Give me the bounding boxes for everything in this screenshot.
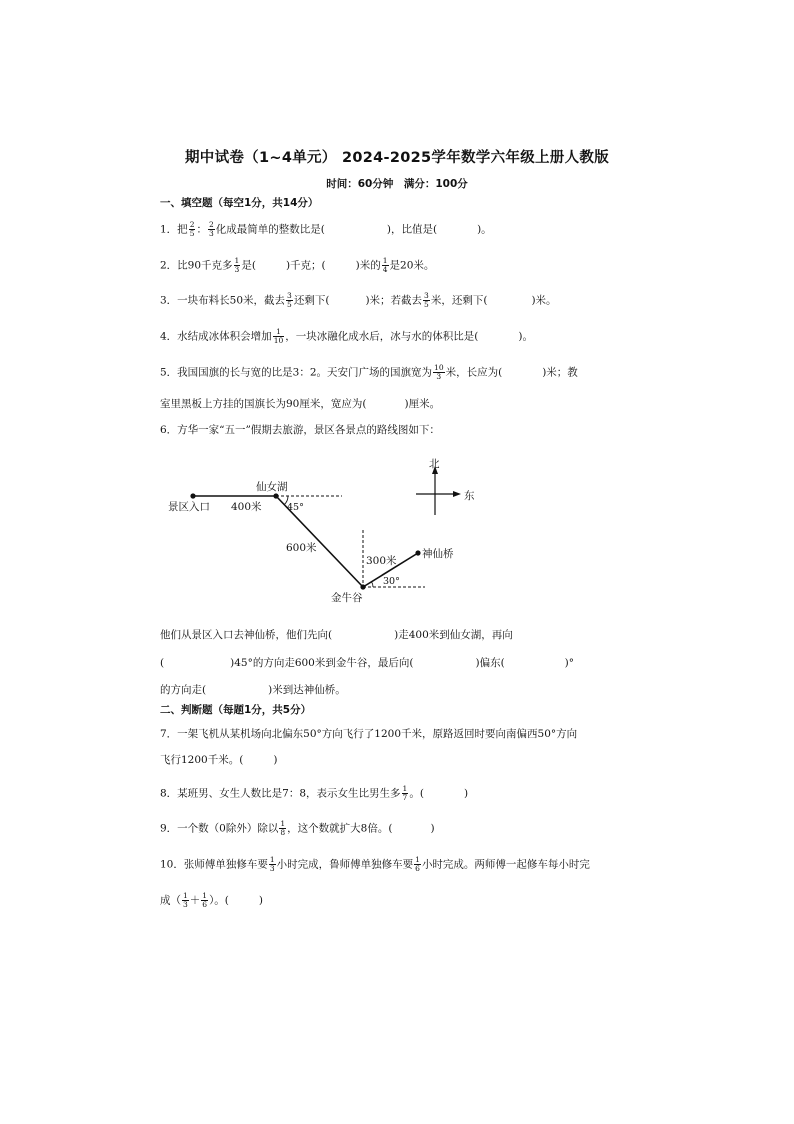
question-4: 4．水结成冰体积会增加 $\frac{1}{10}$ ，一块冰融化成水后，冰与水的体积比是( )。 — [160, 327, 533, 345]
question-5: 5．我国国旗的长与宽的比是3：2。天安门广场的国旗宽为 $\frac{10}{3}$ 米，长应为( )米；教 — [160, 363, 578, 381]
question-10-line2: 成（ $\frac{1}{3}$ ＋ $\frac{1}{6}$ ）。( ) — [160, 891, 264, 909]
fraction: $\frac{10}{3}$ — [434, 363, 444, 381]
valley-point — [360, 584, 365, 589]
distance-300: 300米 — [366, 555, 397, 567]
fraction: $\frac{1}{6}$ — [415, 855, 420, 873]
bridge-point — [415, 550, 420, 555]
angle-arc-30 — [372, 582, 374, 587]
angle-45: 45° — [287, 502, 304, 513]
question-1: 1．把 $\frac{2}{5}$ ： $\frac{2}{3}$ 化成最简单的整数比是( )，比值是( )。 — [160, 220, 492, 238]
fraction: $\frac{2}{3}$ — [208, 220, 214, 238]
exam-subtitle: 时间：60分钟 满分：100分 — [326, 178, 468, 190]
fraction: $\frac{3}{5}$ — [287, 291, 292, 309]
question-7: 7．一架飞机从某机场向北偏东50°方向飞行了1200千米，原路返回时要向南偏西50°方向 — [160, 728, 578, 740]
entrance-label: 景区入口 — [168, 501, 210, 513]
question-9: 9．一个数（0除外）除以 $\frac{1}{8}$ ，这个数就扩大8倍。( ) — [160, 819, 435, 837]
lake-point — [273, 493, 278, 498]
fraction: $\frac{1}{8}$ — [280, 819, 286, 837]
question-6-intro: 6．方华一家“五一”假期去旅游，景区各景点的路线图如下： — [160, 424, 440, 436]
fraction: $\frac{1}{3}$ — [269, 855, 275, 873]
distance-400: 400米 — [231, 501, 262, 513]
angle-30: 30° — [383, 576, 400, 587]
compass-east-label: 东 — [464, 490, 475, 502]
question-6-line3: 的方向走( )米到达神仙桥。 — [160, 684, 346, 696]
bridge-label: 神仙桥 — [422, 548, 454, 560]
question-2: 2．比90千克多 $\frac{1}{3}$ 是( )千克；( )米的 $\frac{1}{4}$ 是20米。 — [160, 256, 435, 274]
fraction: $\frac{1}{6}$ — [202, 891, 208, 909]
section2-heading: 二、判断题（每题1分，共5分） — [160, 704, 312, 716]
section1-heading: 一、填空题（每空1分，共14分） — [160, 197, 319, 209]
fraction: $\frac{2}{5}$ — [189, 220, 195, 238]
fraction: $\frac{3}{5}$ — [424, 291, 429, 309]
exam-title: 期中试卷（1~4单元） 2024-2025学年数学六年级上册人教版 — [184, 150, 609, 166]
compass-north-label: 北 — [429, 458, 440, 470]
valley-label: 金牛谷 — [331, 592, 363, 604]
question-3: 3．一块布料长50米，截去 $\frac{3}{5}$ 还剩下( )米；若截去 $\frac{3}{5}$ 米，还剩下( )米。 — [160, 291, 557, 309]
fraction: $\frac{1}{7}$ — [402, 784, 408, 802]
question-10: 10．张师傅单独修车要 $\frac{1}{3}$ 小时完成，鲁师傅单独修车要 $\frac{1}{6}$ 小时完成。两师傅一起修车每小时完 — [160, 855, 590, 873]
question-8: 8．某班男、女生人数比是7：8，表示女生比男生多 $\frac{1}{7}$ 。( ) — [160, 784, 469, 802]
fraction: $\frac{1}{3}$ — [183, 891, 188, 909]
question-6-line1: 他们从景区入口去神仙桥，他们先向( )走400米到仙女湖，再向 — [160, 629, 513, 641]
question-5-line2: 室里黑板上方挂的国旗长为90厘米，宽应为( )厘米。 — [160, 398, 441, 410]
question-7-line2: 飞行1200千米。( ) — [160, 754, 278, 766]
question-6-line2: ( )45°的方向走600米到金牛谷，最后向( )偏东( )° — [160, 657, 575, 669]
fraction: $\frac{1}{3}$ — [234, 256, 240, 274]
arrow-right-icon — [453, 491, 461, 497]
distance-600: 600米 — [286, 542, 317, 554]
fraction: $\frac{1}{10}$ — [273, 327, 284, 345]
lake-label: 仙女湖 — [256, 481, 288, 493]
fraction: $\frac{1}{4}$ — [382, 256, 388, 274]
entrance-point — [190, 493, 195, 498]
